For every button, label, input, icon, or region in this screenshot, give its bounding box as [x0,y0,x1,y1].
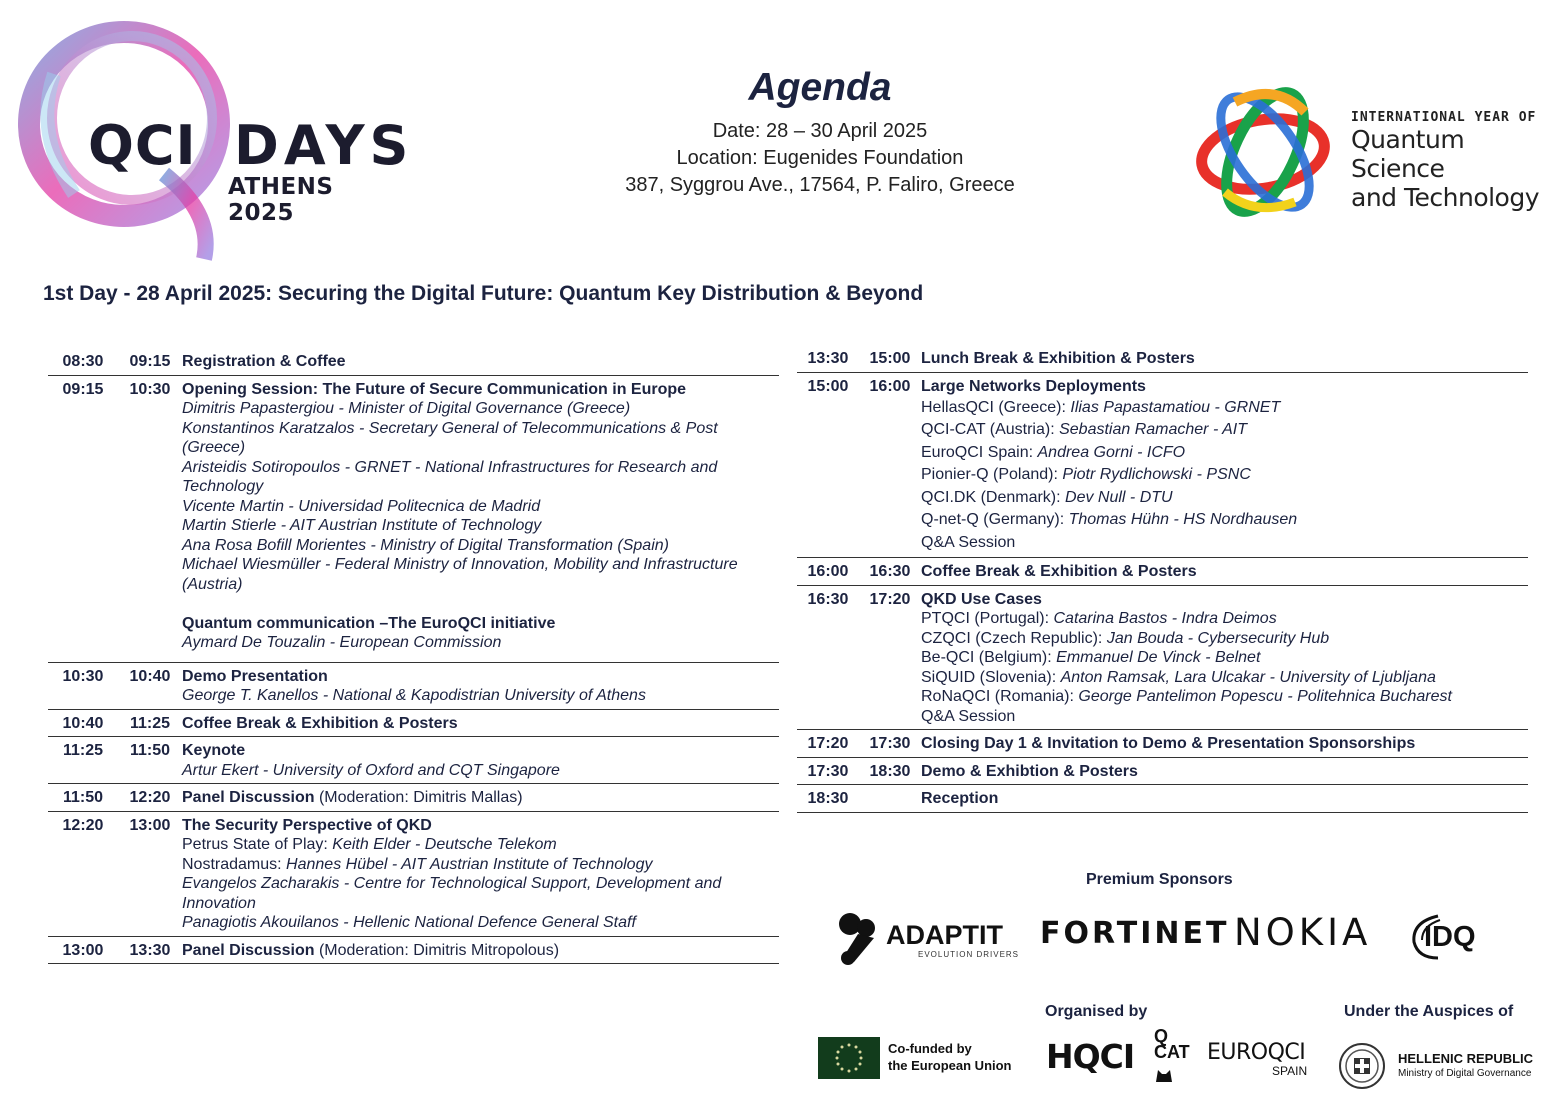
eu-cofunded-logo [818,1035,1033,1081]
session-item [921,629,1528,649]
session-title: Closing Day 1 & Invitation to Demo & Presentation Sponsorships [921,735,1416,752]
session-row [48,937,779,965]
hqci-logo [1046,1037,1135,1079]
idq-name: IDQ [1424,921,1476,953]
session-title: Demo & Exhibtion & Posters [921,762,1138,780]
session-end [859,789,921,809]
adaptit-name: ADAPTIT [886,920,1003,950]
iyq-text [1351,110,1545,212]
item-detail: Catarina Bastos - Indra Deimos [1053,610,1277,627]
session-start: 08:30 [62,353,104,370]
item-label: HellasQCI (Greece): [921,398,1071,416]
hellenic-seal-icon [1338,1042,1386,1090]
item-detail: Emmanuel De Vinck - Belnet [1056,649,1261,666]
speaker: Artur Ekert - University of Oxford and CQT Singapore [182,761,560,779]
session-row [797,558,1528,586]
session-start: 17:30 [807,762,849,780]
session-row [797,758,1528,786]
iyq-line-2: Quantum Science [1351,125,1465,183]
session-item [921,487,1528,510]
session-start: 11:50 [62,789,104,806]
item-label: CZQCI (Czech Republic): [921,629,1107,647]
session-start: 17:20 [807,735,849,752]
session-item [921,609,1528,629]
hqci-name: HQCI [1046,1037,1135,1076]
speaker: George T. Kanellos - National & Kapodistrian University of Athens [182,687,646,704]
session-subtitle: Quantum communication –The EuroQCI initiative [182,614,556,632]
session-end: 09:15 [129,353,171,370]
item-label: Be-QCI (Belgium): [921,649,1057,666]
adaptit-mark-icon [836,912,886,968]
iyq-logo [1195,82,1545,222]
agenda-header [560,66,1080,199]
session-item [182,855,779,875]
session-start: 10:40 [62,714,104,732]
session-start: 18:30 [807,790,849,807]
session-row [48,663,779,710]
euroqci-sub: SPAIN [1272,1064,1308,1078]
qcat-cat: CAT [1154,1042,1190,1062]
item-label: Petrus State of Play: [182,836,333,853]
event-date: Date: 28 – 30 April 2025 [712,120,928,142]
session-start: 16:00 [807,563,849,580]
eu-text [888,1040,1012,1074]
speaker: Vicente Martin - Universidad Politecnica de Madrid [182,497,541,515]
agenda-left-column [48,348,779,964]
session-item [182,835,779,855]
session-title: Demo Presentation [182,667,328,685]
qcat-q: Q [1154,1026,1169,1046]
fortinet-logo: FORTINET [1040,916,1230,951]
session-title: Panel Discussion [182,789,315,806]
event-location: Location: Eugenides Foundation [676,147,964,169]
session-row [797,345,1528,373]
item-detail: Thomas Hühn - HS Nordhausen [1068,511,1298,528]
session-item [921,442,1528,465]
session-item [921,464,1528,487]
session-item [921,668,1528,688]
session-row [48,812,779,937]
hellenic-republic-logo [1338,1042,1548,1090]
speaker: Aymard De Touzalin - European Commission [182,634,502,651]
eu-flag-icon [818,1037,880,1079]
eu-line-1: Co-funded by [888,1041,972,1056]
item-label: SiQUID (Slovenia): [921,668,1061,686]
euroqci-name: EUROQCI [1207,1040,1306,1065]
session-row [797,586,1528,731]
adaptit-logo [836,912,1026,968]
session-start: 09:15 [62,380,104,398]
session-title: Lunch Break & Exhibition & Posters [921,350,1195,367]
session-start: 16:30 [807,590,849,608]
qci-logo-name: QCI [88,114,197,177]
speaker: Dimitris Papastergiou - Minister of Digital Governance (Greece) [182,400,631,417]
iyq-knot-icon [1195,82,1345,222]
item-detail: Andrea Gorni - ICFO [1037,443,1186,461]
hellenic-line-1: HELLENIC REPUBLIC [1398,1051,1534,1066]
speaker: Michael Wiesmüller - Federal Ministry of Innovation, Mobility and Infrastructure (Austria) [182,556,738,593]
item-detail: Piotr Rydlichowski - PSNC [1062,466,1251,483]
qci-logo-days: DAYS [234,114,414,177]
item-label: PTQCI (Portugal): [921,610,1054,627]
qci-logo-location: ATHENS 2025 [228,174,334,226]
item-label: QCI.DK (Denmark): [921,488,1066,506]
day-title: 1st Day - 28 April 2025: Securing the Digital Future: Quantum Key Distribution & Beyond [43,282,924,305]
item-detail: Hannes Hübel - AIT Austrian Institute of Technology [286,855,653,873]
euroqci-spain-logo [1207,1040,1319,1080]
item-detail: Ilias Papastamatiou - GRNET [1070,398,1281,416]
session-item [921,687,1528,707]
session-end: 18:30 [869,762,911,780]
organised-by-label: Organised by [1045,1003,1148,1020]
session-end: 12:20 [129,789,171,806]
adaptit-tagline: EVOLUTION DRIVERS [918,950,1020,959]
session-start: 15:00 [807,377,849,395]
item-label: RoNaQCI (Romania): [921,688,1079,705]
session-start: 10:30 [62,667,104,685]
session-end: 13:00 [129,816,171,834]
qcat-logo [1152,1026,1200,1084]
session-title: QKD Use Cases [921,590,1042,608]
session-title: Large Networks Deployments [921,377,1146,395]
session-title: Panel Discussion [182,941,315,959]
session-start: 11:25 [62,742,104,759]
item-label: Q-net-Q (Germany): [921,511,1069,528]
session-item [921,509,1528,532]
item-detail: Jan Bouda - Cybersecurity Hub [1106,629,1330,647]
session-row [797,785,1528,813]
speaker: Martin Stierle - AIT Austrian Institute of Technology [182,517,542,534]
speaker: Aristeidis Sotiropoulos - GRNET - National Infrastructures for Research and Technology [182,458,718,495]
item-detail: George Pantelimon Popescu - Politehnica Bucharest [1078,688,1452,705]
speaker: Ana Rosa Bofill Morientes - Ministry of Digital Transformation (Spain) [182,536,669,554]
premium-sponsors-label: Premium Sponsors [1086,871,1233,888]
idq-logo [1408,912,1498,962]
session-item [921,648,1528,668]
cat-icon [1154,1064,1174,1084]
qci-days-logo [14,14,414,266]
session-title: Registration & Coffee [182,353,346,370]
iyq-line-1: INTERNATIONAL YEAR OF [1351,110,1537,125]
session-title: Opening Session: The Future of Secure Communication in Europe [182,380,687,398]
item-detail: Dev Null - DTU [1065,488,1173,506]
session-end: 11:50 [129,742,171,759]
session-start: 13:00 [62,941,104,959]
session-closing: Q&A Session [921,533,1016,551]
session-end: 11:25 [129,714,171,732]
session-row [48,348,779,376]
session-title: Keynote [182,742,246,759]
session-end: 15:00 [869,350,911,367]
iyq-line-3: and Technology [1351,183,1540,212]
session-row [797,373,1528,559]
session-title: Coffee Break & Exhibition & Posters [921,563,1197,580]
session-end: 16:00 [869,377,911,395]
session-title: The Security Perspective of QKD [182,816,432,834]
session-end: 10:40 [129,667,171,685]
nokia-logo: NOKIA [1234,911,1372,954]
session-moderation: (Moderation: Dimitris Mitropolous) [318,941,560,959]
event-address: 387, Syggrou Ave., 17564, P. Faliro, Greece [625,174,1015,196]
item-detail: Sebastian Ramacher - AIT [1059,421,1248,438]
page-title: Agenda [748,66,892,109]
session-item [921,397,1528,420]
session-title: Coffee Break & Exhibition & Posters [182,714,458,732]
session-end: 17:30 [869,735,911,752]
session-end: 17:20 [869,590,911,608]
session-moderation: (Moderation: Dimitris Mallas) [318,789,523,806]
session-start: 12:20 [62,816,104,834]
agenda-right-column [797,345,1528,813]
session-closing: Q&A Session [921,707,1016,725]
session-end: 13:30 [129,941,171,959]
session-row [48,710,779,738]
session-row [48,376,779,663]
auspices-label: Under the Auspices of [1344,1003,1514,1020]
item-label: Pionier-Q (Poland): [921,466,1063,483]
item-label: EuroQCI Spain: [921,443,1038,461]
speaker: Konstantinos Karatzalos - Secretary General of Telecommunications & Post (Greece) [182,419,718,456]
session-row [48,784,779,812]
session-title: Reception [921,790,999,807]
speaker: Evangelos Zacharakis - Centre for Technological Support, Development and Innovation [182,875,722,912]
item-label: Nostradamus: [182,855,287,873]
item-detail: Anton Ramsak, Lara Ulcakar - University of Ljubljana [1060,668,1436,686]
hellenic-line-2: Ministry of Digital Governance [1398,1068,1532,1079]
session-end: 10:30 [129,380,171,398]
session-row [797,730,1528,758]
speaker: Panagiotis Akouilanos - Hellenic National Defence General Staff [182,914,636,931]
session-end: 16:30 [869,563,911,580]
session-start: 13:30 [807,350,849,367]
item-label: QCI-CAT (Austria): [921,421,1060,438]
eu-line-2: the European Union [888,1058,1012,1073]
session-item [921,419,1528,442]
session-row [48,737,779,784]
item-detail: Keith Elder - Deutsche Telekom [332,836,557,853]
